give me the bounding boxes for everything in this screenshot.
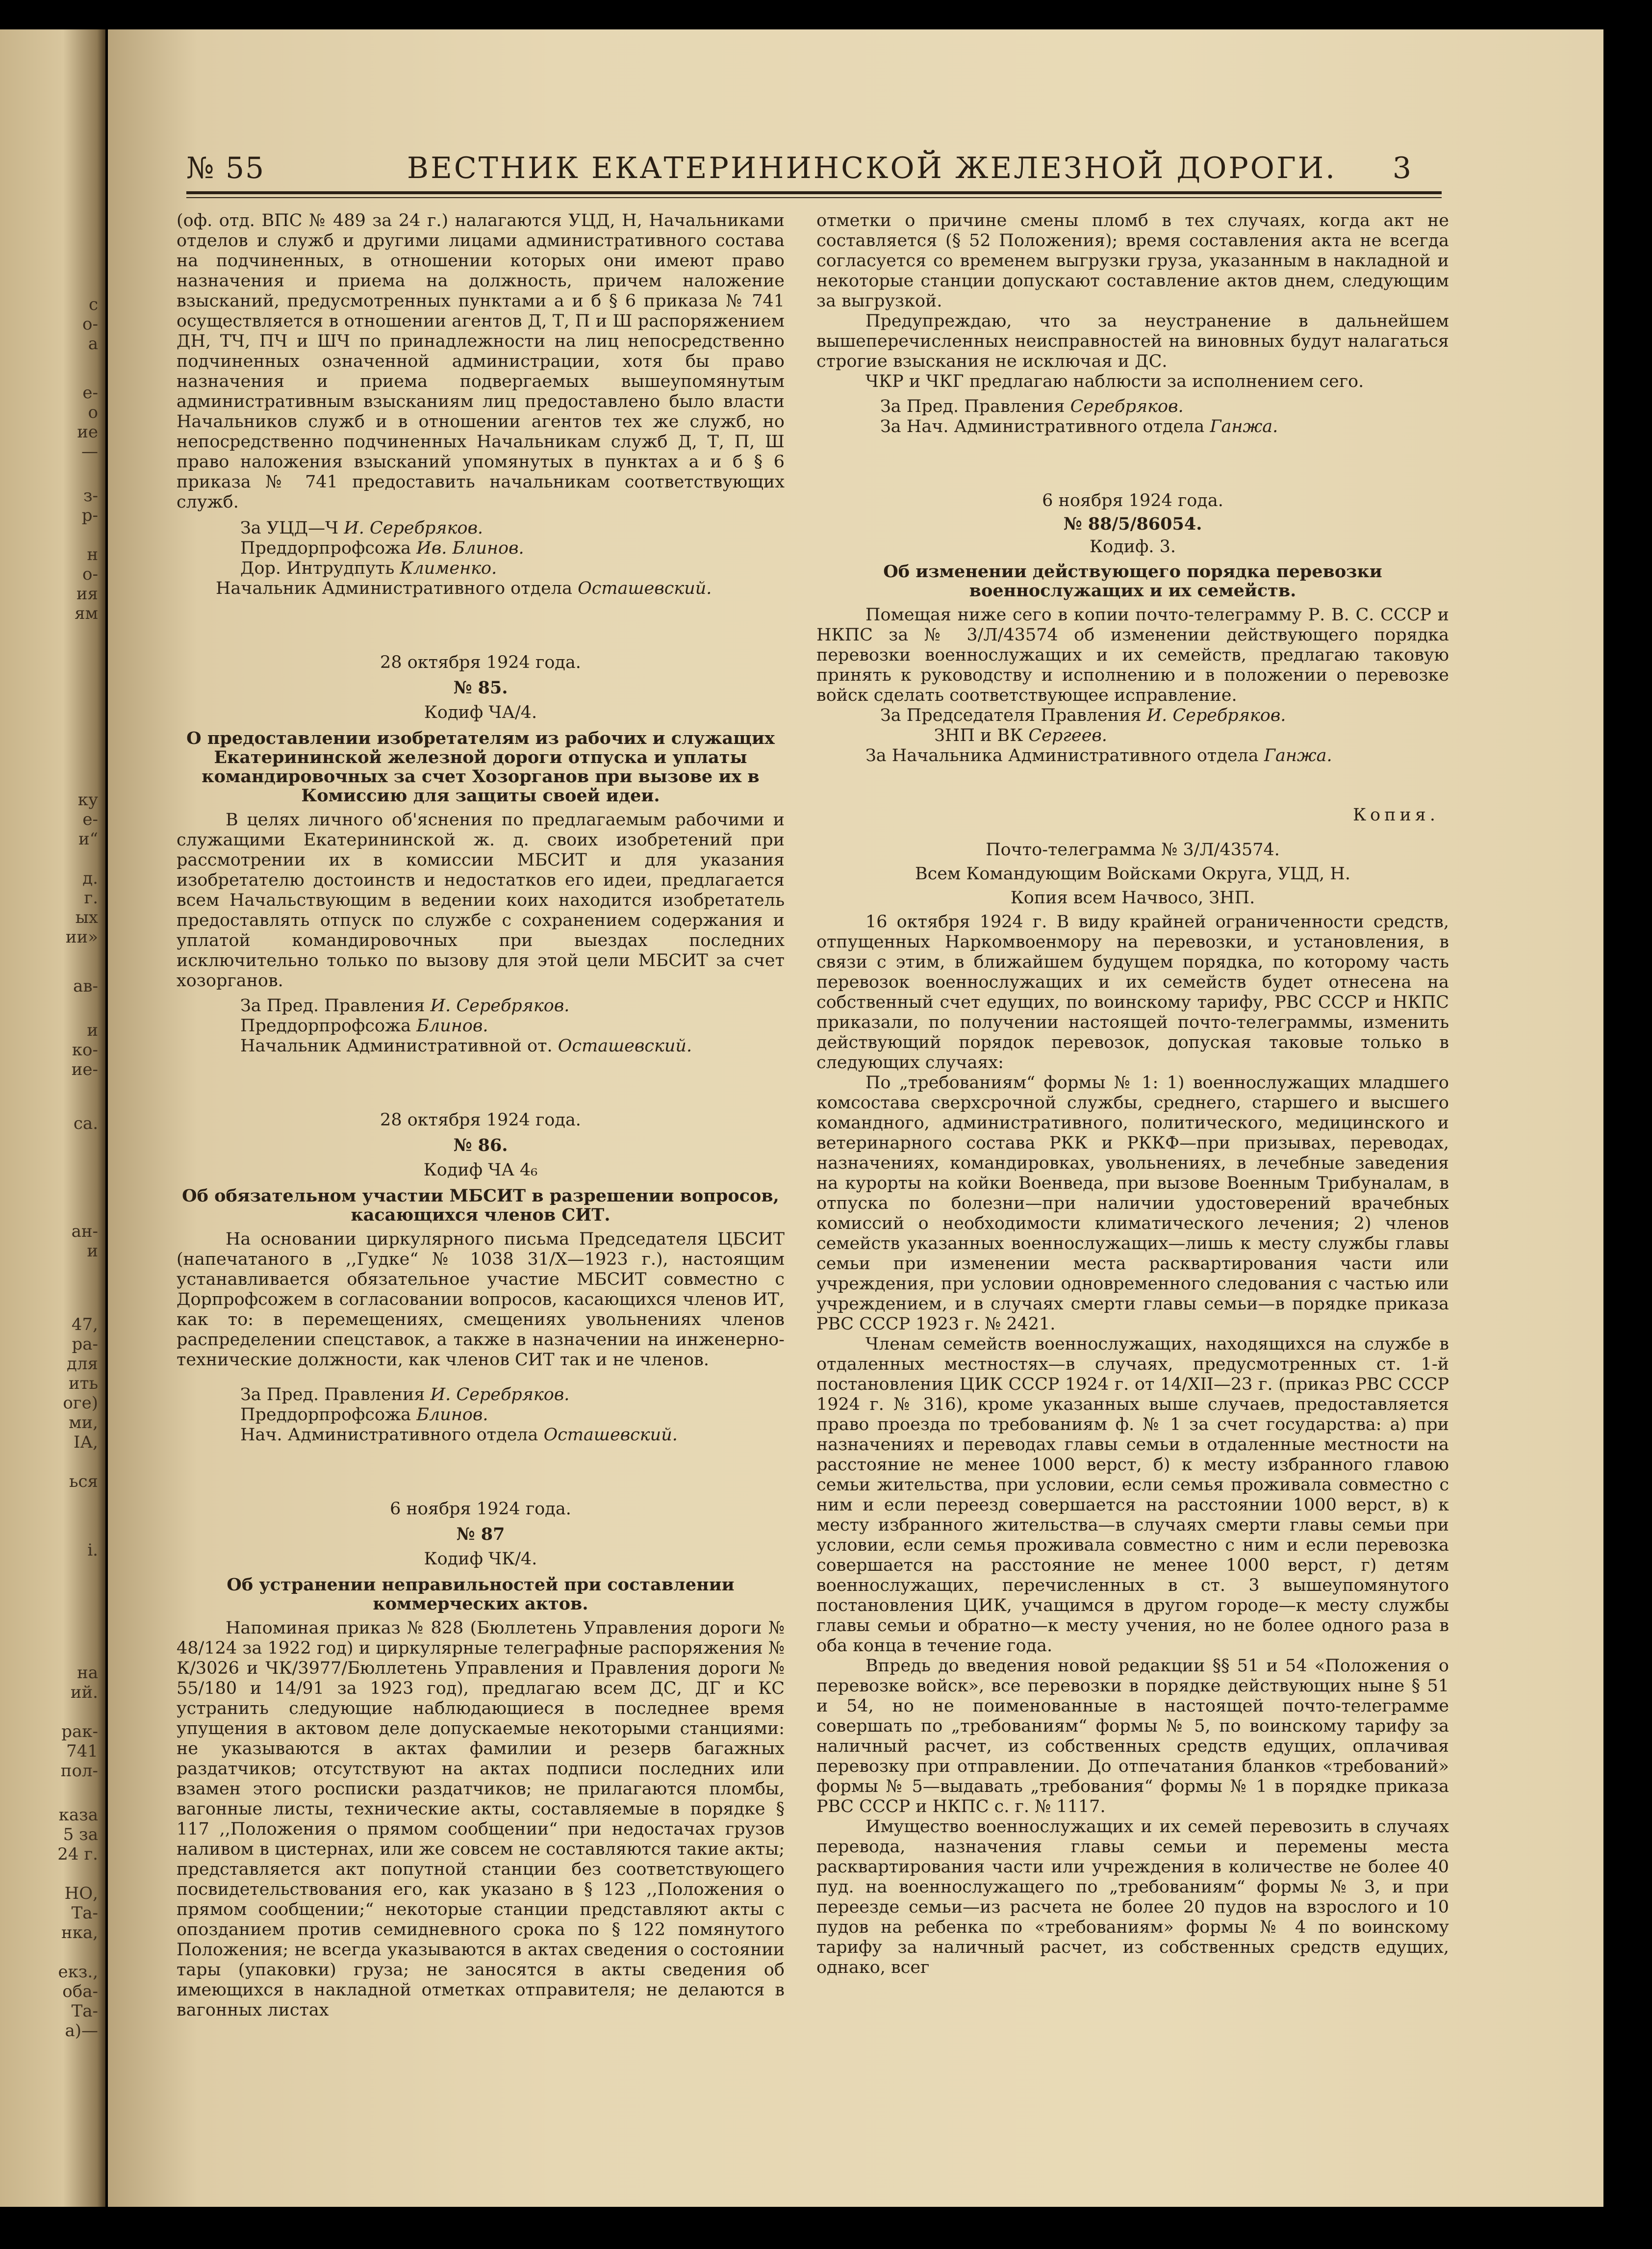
previous-page-fragment: ие- xyxy=(71,1060,98,1079)
order-86-code: Кодиф ЧА 4₆ xyxy=(423,1160,538,1180)
previous-page-fragment: о- xyxy=(82,564,98,584)
order-87-date: 6 ноября 1924 года. xyxy=(390,1499,571,1519)
previous-page-fragment: и xyxy=(87,1241,98,1261)
signature-line: Преддорпрофсожа Ив. Блинов. xyxy=(240,538,524,558)
signature-line: Преддорпрофсожа Блинов. xyxy=(240,1405,488,1425)
header-rule xyxy=(186,197,1442,198)
telegram-para-2: По „требованиям“ формы № 1: 1) военнослужащих младшего комсостава сверхсрочной службы, среднего, старшего и высшего командного, административного, политического, медицинского и ветеринарного состава РКК и РККФ—при призывах, переводах, назначениях, командировках, увольнениях, в лечебные заведения на курорты на койки Военведа, при вызове Военным Трибуналам, в отпуска по болезни—при наличии удостоверений врачебных комиссий о необходимости климатического лечения; 2) членов семейств указанных военнослужащих—лишь к месту службы главы семьи при изменении места расквартирования части или учреждения, при условии одновременного следования с частью или учреждением, и в случаях смерти главы семьи—в порядке приказа РВС СССР 1923 г. № 2421. xyxy=(816,1073,1449,1334)
previous-page-fragment: 24 г. xyxy=(57,1844,98,1864)
telegram-para-5: Имущество военнослужащих и их семей перевозить в случаях перевода, назначения главы семьи и перемены места расквартирования части или учреждения в количестве не более 40 пуд. на военнослужащего по „требованиям“ формы № 3, и при переезде семьи—из расчета не более 20 пудов на взрослого и 10 пудов на ребенка по «требованиям» формы № 4 по воинскому тарифу за наличный расчет, из собственных средств едущих, однако, всег xyxy=(816,1817,1449,1977)
previous-page-fragment: і. xyxy=(87,1540,98,1560)
previous-page-fragment: НО, xyxy=(64,1884,98,1903)
previous-page-fragment: е- xyxy=(82,383,98,403)
signature-line: За Пред. Правления Серебряков. xyxy=(880,397,1184,416)
previous-page-fragment: 5 за xyxy=(63,1825,98,1844)
telegram-copy-to: Копия всем Начвосо, ЗНП. xyxy=(1010,888,1255,908)
previous-page-fragment: Та- xyxy=(71,1903,98,1923)
order-85-heading: О предоставлении изобретателям из рабочих и служащих Екатерининской железной дороги отпуска и уплаты командировочных за счет Хозорганов при вызове их в Комиссию для защиты своей идеи. xyxy=(186,728,775,806)
order-88-number: № 88/5/86054. xyxy=(1063,514,1202,534)
previous-page-fragment: д. xyxy=(82,869,98,888)
order-85-number: № 85. xyxy=(453,678,508,698)
previous-page-fragment: оба- xyxy=(62,1982,98,2001)
previous-page-fragment: ие xyxy=(77,422,98,442)
order-87-number: № 87 xyxy=(456,1524,505,1544)
previous-page-fragment: рак- xyxy=(61,1722,98,1741)
previous-page-fragment: н xyxy=(87,545,98,564)
signature-line: За Начальника Административного отдела Ганжа. xyxy=(865,746,1332,766)
order-86-date: 28 октября 1924 года. xyxy=(380,1110,581,1130)
previous-page-fragment: и“ xyxy=(78,829,98,849)
previous-page-fragment: ми, xyxy=(69,1413,98,1432)
previous-page-fragment: каза xyxy=(58,1805,98,1825)
order-87-warning: Предупреждаю, что за неустранение в дальнейшем вышеперечисленных неисправностей на виновных будут налагаться строгие взыскания не исключая и ДС. xyxy=(816,311,1449,371)
signature-line: Дор. Интрудпуть Клименко. xyxy=(240,559,497,578)
right-column xyxy=(816,211,1449,1978)
telegram-recipients: Всем Командующим Войсками Округа, УЦД, Н. xyxy=(915,864,1351,884)
previous-page-fragment: а xyxy=(88,334,98,354)
order-86-number: № 86. xyxy=(453,1135,508,1155)
signature-line: За Нач. Административного отдела Ганжа. xyxy=(880,417,1278,436)
order-88-date: 6 ноября 1924 года. xyxy=(1042,491,1223,511)
previous-page-fragment: з- xyxy=(83,486,98,506)
order-87-continuation: отметки о причине смены пломб в тех случаях, когда акт не составляется (§ 52 Положения); время составления акта не всегда согласуется со временем выгрузки груза, указанным в накладной и некоторые станции допускают составление актов днем, следующим за выгрузкой. xyxy=(816,211,1449,311)
previous-page-fragment: ям xyxy=(75,604,98,623)
telegram-para-4: Впредь до введения новой редакции §§ 51 и 54 «Положения о перевозке войск», все перевозки в порядке действующих ныне § 51 и 54, но не поименованные в настоящей почто-телеграмме совершать по „требованиям“ формы № 5, по воинскому тарифу за наличный расчет, из собственных средств едущих, оплачивая перевозку при отправлении. До отпечатания бланков «требований» формы № 5—выдавать „требования“ формы № 1 в порядке приказа РВС СССР и НКПС с. г. № 1117. xyxy=(816,1656,1449,1816)
previous-page-fragment: са. xyxy=(73,1114,98,1133)
previous-page-fragment: ься xyxy=(69,1472,98,1491)
previous-page-fragment: е- xyxy=(82,810,98,829)
previous-page-fragment: и xyxy=(87,1021,98,1040)
order-85-body: В целях личного об'яснения по предлагаемым рабочими и служащими Екатерининской ж. д. своих изобретений при рассмотрении их в комиссии МБСИТ и для указания изобретателю достоинств и недостатков его идеи, предлагается всем Начальствующим в ведении коих находится изобретатель предоставлять отпуск по службе с сохранением содержания и уплатой командировочных при выездах последних исключительно только по вызову для этой цели МБСИТ за счет хозорганов. xyxy=(177,810,785,991)
order-85-code: Кодиф ЧА/4. xyxy=(424,703,537,722)
order-88-body: Помещая ниже сего в копии почто-телеграмму Р. В. С. СССР и НКПС за № 3/Л/43574 об изменении действующего порядка перевозки военнослужащих и их семейств, предлагаю таковую принять к руководству и исполнению и в положении о перевозке войск сделать соответствующее исправление. xyxy=(816,605,1449,705)
signature-line: Начальник Административного отдела Осташевский. xyxy=(216,579,712,598)
previous-page-fragment: Та- xyxy=(71,2001,98,2021)
signature-line: За Председателя Правления И. Серебряков. xyxy=(880,706,1286,725)
order-86-heading: Об обязательном участии МБСИТ в разрешении вопросов, касающихся членов СИТ. xyxy=(182,1186,779,1225)
previous-page-fragment: ра- xyxy=(72,1334,98,1354)
previous-page-fragment: о- xyxy=(82,314,98,334)
previous-page-fragment: г. xyxy=(84,888,98,908)
order-88-code: Кодиф. 3. xyxy=(1089,537,1176,557)
page-header xyxy=(186,147,1442,194)
newspaper-title: ВЕСТНИК ЕКАТЕРИНИНСКОЙ ЖЕЛЕЗНОЙ ДОРОГИ. xyxy=(407,151,1337,185)
previous-page-fragment: пол- xyxy=(60,1761,98,1781)
order-84-continuation: (оф. отд. ВПС № 489 за 24 г.) налагаются УЦД, Н, Начальниками отделов и служб и другими лицами административного состава на подчиненных, в отношении которых они имеют право назначения и приема на должность, причем наложение взысканий, предусмотренных пунктами а и б § 6 приказа № 741 осуществляется в отношении агентов Д, Т, П и Ш распоряжением ДН, ТЧ, ПЧ и ШЧ по принадлежности на лиц непосредственно подчиненных означенной администрации, хотя бы право назначения и приема подвергаемых вышеупомянутым административным взысканиям лиц предоставлено было власти Начальников служб и в отношении агентов тех же служб, но непосредственно подчиненных Начальникам служб Д, Т, П, Ш право наложения взысканий упомянутых в пунктах а и б § 6 приказа № 741 предоставить начальникам соответствующих служб. xyxy=(177,211,785,512)
order-87-code: Кодиф ЧК/4. xyxy=(424,1549,537,1569)
order-85-date: 28 октября 1924 года. xyxy=(380,653,581,672)
previous-page-fragment: на xyxy=(77,1663,98,1683)
previous-page-fragment: 741 xyxy=(66,1741,98,1761)
signature-line: За Пред. Правления И. Серебряков. xyxy=(240,996,570,1016)
order-87-body: Напоминая приказ № 828 (Бюллетень Управления дороги № 48/124 за 1922 год) и циркулярные телеграфные распоряжения № К/3026 и ЧК/3977/Бюллетень Управления и Правления дороги № 55/180 и 14/91 за 1923 год), предлагаю всем ДС, ДГ и КС устранить следующие наблюдающиеся в последнее время упущения в актовом деле допускаемые некоторыми станциями: не указываются в актах фамилии и резерв багажных раздатчиков; отсутствуют на актах подписи последних или взамен этого росписки раздатчиков; не прилагаются пломбы, вагонные листы, технические акты, составляемые в порядке § 117 ,,Положения о прямом сообщении“ при недостачах грузов наливом в цистернах, или же совсем не составляются такие акты; представляется акт попутной станции без соответствующего посвидетельствования его, как указано в § 123 ,,Положения о прямом сообщении;“ некоторые станции представляют акты с опозданием против семидневного срока по § 122 помянутого Положения; не всегда указываются в актах сведения о состоянии тары (упаковки) груза; не заносятся в акты сведения об имеющихся в накладной отметках отправителя; не делаются в вагонных листах xyxy=(177,1618,785,2020)
signature-line: ЗНП и ВК Сергеев. xyxy=(934,726,1107,745)
previous-page-fragment: ий. xyxy=(70,1683,98,1702)
previous-page-fragment: — xyxy=(81,442,98,461)
signature-line: За Пред. Правления И. Серебряков. xyxy=(240,1385,570,1405)
order-87-heading: Об устранении неправильностей при составлении коммерческих актов. xyxy=(227,1575,735,1614)
previous-page-fragment: оге) xyxy=(63,1393,98,1413)
previous-page-fragment: ых xyxy=(75,908,98,927)
copy-label: Копия. xyxy=(1352,805,1439,825)
previous-page-fragment: ии» xyxy=(65,927,98,947)
previous-page-fragment: ить xyxy=(69,1374,98,1393)
signature-line: Начальник Административной от. Осташевский. xyxy=(240,1036,692,1056)
telegram-para-1: 16 октября 1924 г. В виду крайней ограниченности средств, отпущенных Наркомвоенмору на перевозки, и установления, в связи с этим, в ближайшем будущем порядка, по которому часть перевозок военнослужащих и их семейств будет отнесена на собственный счет едущих, по воинскому тарифу, РВС СССР и НКПС приказали, по получении настоящей почто-телеграммы, изменить действующий порядок перевозок, допуская таковые только в следующих случаях: xyxy=(816,912,1449,1073)
previous-page-fragment: ку xyxy=(77,790,98,810)
signature-line: Нач. Административного отдела Осташевский. xyxy=(240,1425,678,1445)
previous-page-fragment: с xyxy=(88,295,98,314)
previous-page-fragment: для xyxy=(67,1354,98,1374)
page-number: 3 xyxy=(1392,151,1412,185)
telegram-title: Почто-телеграмма № 3/Л/43574. xyxy=(986,840,1280,860)
previous-page-fragment: ко- xyxy=(72,1040,98,1060)
telegram-para-3: Членам семейств военнослужащих, находящихся на службе в отдаленных местностях—в случаях, предусмотренных ст. 1-й постановления ЦИК СССР 1924 г. от 14/XII—23 г. (приказ РВС СССР 1924 г. № 316), кроме указанных выше случаев, предоставляется право проезда по требованиям ф. № 1 за счет государства: а) при назначениях и переводах главы семьи в отдаленные местности на расстояние не менее 1000 верст, б) к месту избранного главою семьи жительства, при условии, если семья проживала совместно с ним и если переезд совершается на расстоянии 1000 верст, в) к месту избранного жительства—в случаях смерти главы семьи при условии, если семья проживала совместно с ним и если перевозка совершается на расстояние не менее 1000 верст, г) детям военнослужащих, перечисленных в ст. 3 вышеупомянутого постановления ЦИК, учащимся в другом городе—к месту службы главы семьи и обратно—к месту учения, но не более одного раза в оба конца в течение года. xyxy=(816,1334,1449,1656)
previous-page-fragment: ан- xyxy=(71,1222,98,1241)
signature-line: За УЦД—Ч И. Серебряков. xyxy=(240,518,483,538)
order-88-heading: Об изменении действующего порядка перевозки военнослужащих и их семейств. xyxy=(883,562,1382,601)
previous-page-fragment: нка, xyxy=(61,1923,98,1942)
previous-page-fragment: 47, xyxy=(71,1315,98,1334)
order-87-supervision: ЧКР и ЧКГ предлагаю наблюсти за исполнением сего. xyxy=(865,372,1364,391)
previous-page-fragment: екз., xyxy=(58,1962,98,1982)
order-86-body: На основании циркулярного письма Председателя ЦБСИТ (напечатаного в ,,Гудке“ № 1038 31/Х—1923 г.), настоящим устанавливается обязательное участие МБСИТ совместно с Дорпрофсожем в согласовании вопросов, касающихся членов ИТ, как то: в перемещениях, смещениях увольнениях членов распределении спецставок, а также в назначении на инженерно-технические должности, как членов СИТ так и не членов. xyxy=(177,1229,785,1370)
previous-page-fragment: р- xyxy=(81,506,98,525)
signature-line: Преддорпрофсожа Блинов. xyxy=(240,1016,488,1036)
previous-page-fragment: ия xyxy=(76,584,98,604)
previous-page-fragment: ІА, xyxy=(74,1432,98,1452)
previous-page-fragment: а)— xyxy=(65,2021,98,2041)
previous-page-fragment: ав- xyxy=(73,976,98,996)
left-column xyxy=(177,211,785,2020)
previous-page-fragment: о xyxy=(88,403,98,422)
issue-number: № 55 xyxy=(186,151,265,185)
